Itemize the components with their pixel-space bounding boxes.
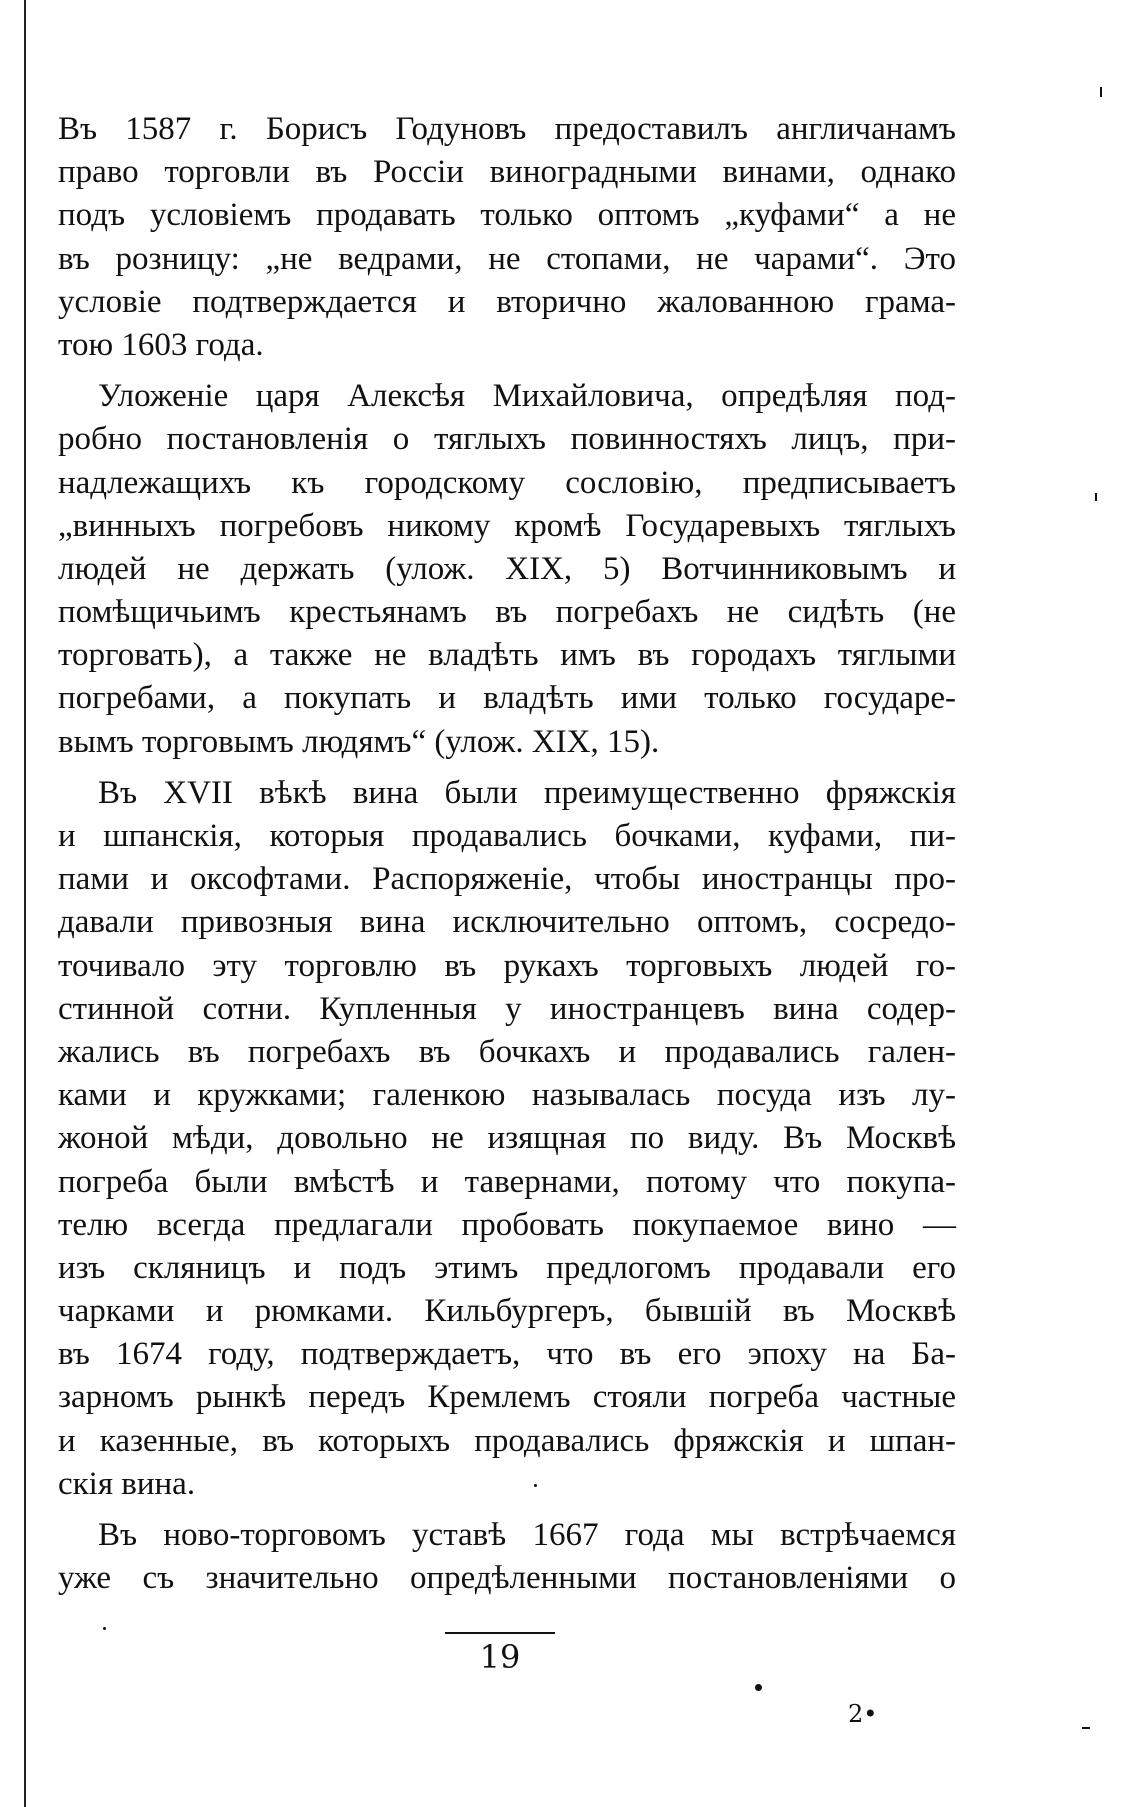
text-line: Въ XVII вѣкѣ вина были преимущественно фряжскія <box>98 774 956 811</box>
text-line: стинной сотни. Купленныя у иностранцевъ вина содер- <box>58 990 956 1027</box>
text-line: изъ скляницъ и подъ этимъ предлогомъ продавали его <box>58 1249 956 1286</box>
text-line: жоной мѣди, довольно не изящная по виду. Въ Москвѣ <box>58 1120 956 1157</box>
text-line: Въ ново-торговомъ уставѣ 1667 года мы встрѣчаемся <box>98 1517 956 1553</box>
paragraph-2 <box>58 375 956 764</box>
text-line: въ розницу: „не ведрами, не стопами, не чарами“. Это <box>58 240 956 277</box>
text-line: уже съ значительно опредѣленными постановленіями о <box>58 1560 956 1597</box>
text-line: скія вина. <box>58 1465 196 1502</box>
text-line: точивало эту торговлю въ рукахъ торговыхъ людей го- <box>58 947 956 984</box>
scan-speck <box>755 1684 762 1691</box>
page-number: 19 <box>479 1638 521 1676</box>
signature-mark: 2• <box>848 1700 878 1728</box>
text-line: помѣщичьимъ крестьянамъ въ погребахъ не сидѣть (не <box>58 594 956 631</box>
body-text <box>58 108 956 1600</box>
text-line: пами и оксофтами. Распоряженіе, чтобы иностранцы про- <box>58 861 956 898</box>
paragraph-3 <box>58 772 956 1506</box>
text-line: робно постановленія о тяглыхъ повинностяхъ лицъ, при- <box>58 421 956 458</box>
paragraph-1 <box>58 108 956 367</box>
text-line: Въ 1587 г. Борисъ Годуновъ предоставилъ англичанамъ <box>58 111 956 147</box>
text-line: телю всегда предлагали пробовать покупаемое вино — <box>58 1206 956 1243</box>
page-number-rule <box>445 1632 555 1634</box>
text-line: погреба были вмѣстѣ и тавернами, потому что покупа- <box>58 1163 956 1200</box>
scan-speck <box>1082 1727 1090 1729</box>
text-line: жались въ погребахъ въ бочкахъ и продавались гален- <box>58 1033 956 1070</box>
scan-speck <box>1095 493 1097 501</box>
page-edge-line <box>24 0 26 1807</box>
text-line: условіе подтверждается и вторично жалованною грама- <box>58 283 956 320</box>
text-line: и казенные, въ которыхъ продавались фряжскія и шпан- <box>58 1422 956 1459</box>
text-line: зарномъ рынкѣ передъ Кремлемъ стояли погреба частные <box>58 1379 956 1416</box>
scan-speck <box>1100 87 1102 97</box>
text-line: Уложеніе царя Алексѣя Михайловича, опредѣляя под- <box>98 378 956 415</box>
text-line: людей не держать (улож. XIX, 5) Вотчинниковымъ и <box>58 550 956 587</box>
text-line: въ 1674 году, подтверждаетъ, что въ его эпоху на Ба- <box>58 1336 956 1373</box>
text-line: надлежащихъ къ городскому сословію, предписываетъ <box>58 464 956 501</box>
text-line: чарками и рюмками. Кильбургеръ, бывшій въ Москвѣ <box>58 1293 956 1330</box>
text-line: торговать), а также не владѣть имъ въ городахъ тяглыми <box>58 637 956 674</box>
scan-speck <box>534 1484 537 1487</box>
text-line: и шпанскія, которыя продавались бочками, куфами, пи- <box>58 818 956 854</box>
text-line: тою 1603 года. <box>58 326 264 363</box>
text-line: „винныхъ погребовъ никому кромѣ Государевыхъ тяглыхъ <box>58 507 956 544</box>
text-line: подъ условіемъ продавать только оптомъ „куфами“ а не <box>58 197 956 234</box>
text-line: вымъ торговымъ людямъ“ (улож. XIX, 15). <box>58 723 660 760</box>
text-line: погребами, а покупать и владѣть ими только государе- <box>58 680 956 717</box>
paragraph-4 <box>58 1514 956 1600</box>
text-line: право торговли въ Россіи виноградными винами, однако <box>58 154 956 191</box>
scan-speck <box>103 1627 106 1630</box>
text-line: давали привозныя вина исключительно оптомъ, сосредо- <box>58 904 956 941</box>
text-line: ками и кружками; галенкою называлась посуда изъ лу- <box>58 1077 956 1114</box>
